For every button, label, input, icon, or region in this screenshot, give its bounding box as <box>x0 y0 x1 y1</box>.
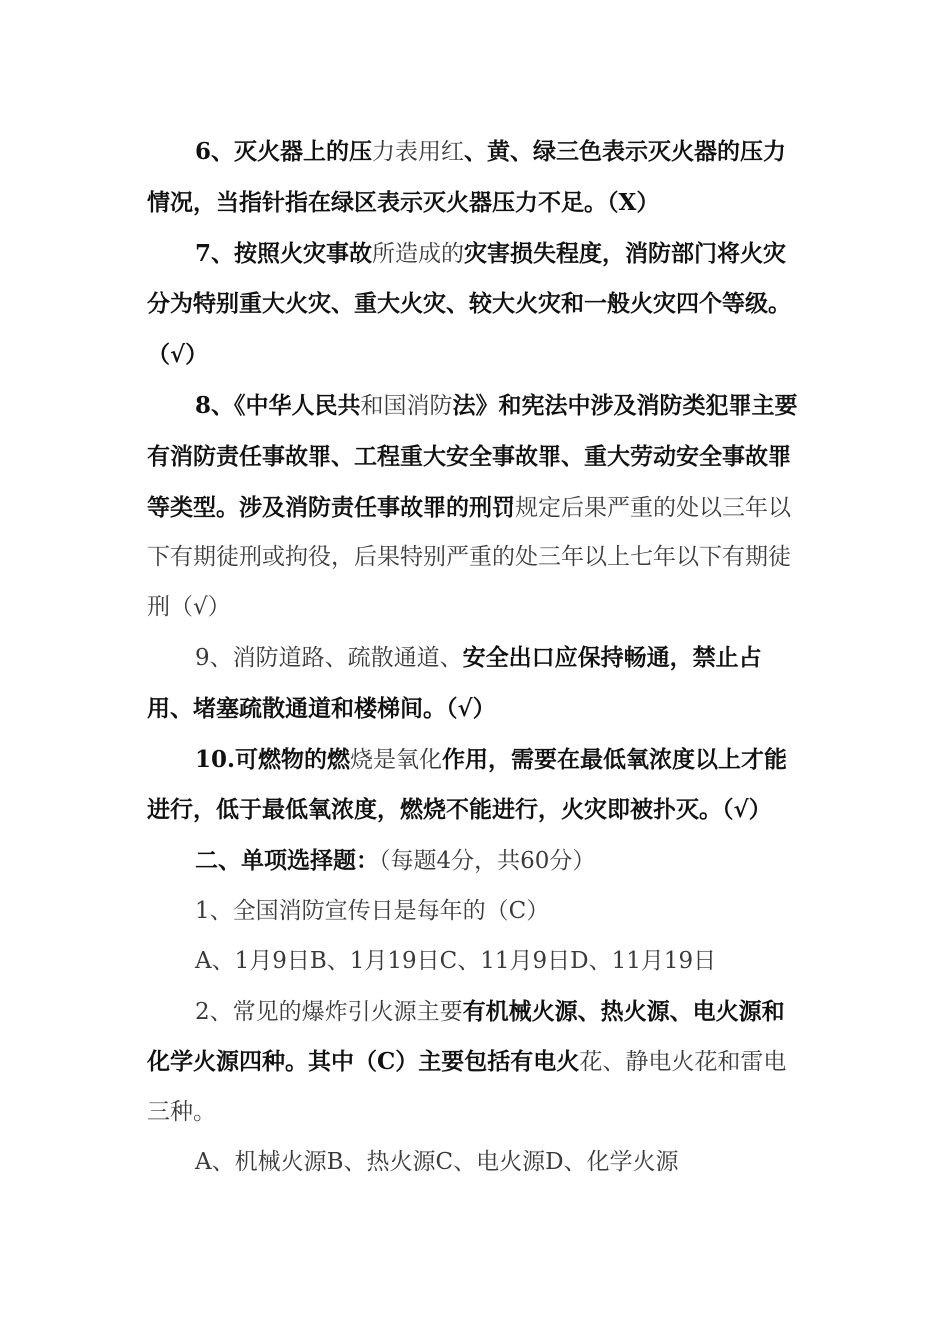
text-segment: 10.可燃物的燃 <box>195 745 351 773</box>
text-segment: 作用，需要在最低氧浓度以上才能进行，低于最低氧浓度，燃烧不能进行，火灾即被扑灭。（√） <box>147 745 788 824</box>
text-segment: 有机械火源、热火源、电火源和化学火源四种。其中（C）主要包括有电火 <box>147 997 785 1076</box>
text-segment: 7、按照火灾事故 <box>195 239 373 267</box>
paragraph-q9 <box>147 633 807 735</box>
paragraph-s2 <box>147 987 807 1138</box>
text-segment: 花、静电火花和雷电三种。 <box>147 1049 787 1126</box>
paragraph-s1-options <box>147 937 807 987</box>
paragraph-s2-options <box>147 1138 807 1188</box>
text-segment: 2、常见的爆炸引火源主要 <box>195 998 463 1025</box>
text-segment: （每题4分，共60分） <box>379 848 596 875</box>
paragraph-section2 <box>147 836 807 887</box>
text-segment: A、机械火源B、热火源C、电火源D、化学火源 <box>195 1148 679 1175</box>
paragraph-q8 <box>147 381 807 633</box>
paragraph-q10 <box>147 735 807 837</box>
text-segment: 力表用红 <box>372 139 465 165</box>
text-segment: 烧是氧化 <box>350 746 443 773</box>
text-segment: 所造成的 <box>372 240 465 267</box>
text-segment: 和国消防 <box>360 392 453 419</box>
text-segment: 、黄、绿三色表示灭火器的压力情况，当指针指在绿区表示灭火器压力不足。（X） <box>147 138 787 216</box>
text-segment: 灾害损失程度，消防部门将火灾分为特别重大火灾、重大火灾、较大火灾和一般火灾四个等级。（√） <box>147 239 791 369</box>
paragraph-q6 <box>147 127 807 229</box>
text-segment: 8、《中华人民共 <box>195 391 361 419</box>
text-segment: 6、灭火器上的压 <box>195 138 373 165</box>
text-segment: 9、消防道路、疏散通道、 <box>195 644 463 671</box>
document-body <box>147 127 807 1188</box>
text-segment: A、1月9日B、1月19日C、11月9日D、11月19日 <box>195 947 717 974</box>
text-segment: 二、单项选择题： <box>195 847 379 875</box>
paragraph-s1 <box>147 887 807 937</box>
text-segment: 规定后果严重的处以三年以下有期徒刑或拘役，后果特别严重的处三年以上七年以下有期徒刑（√） <box>147 494 791 621</box>
text-segment: 法》和宪法中涉及消防类犯罪主要有消防责任事故罪、工程重大安全事故罪、重大劳动安全事故罪等类型。涉及消防责任事故罪的刑罚 <box>147 391 798 521</box>
text-segment: 1、全国消防宣传日是每年的（C） <box>195 897 550 924</box>
paragraph-q7 <box>147 229 807 381</box>
text-segment: 安全出口应保持畅通，禁止占用、堵塞疏散通道和楼梯间。（√） <box>147 643 762 722</box>
